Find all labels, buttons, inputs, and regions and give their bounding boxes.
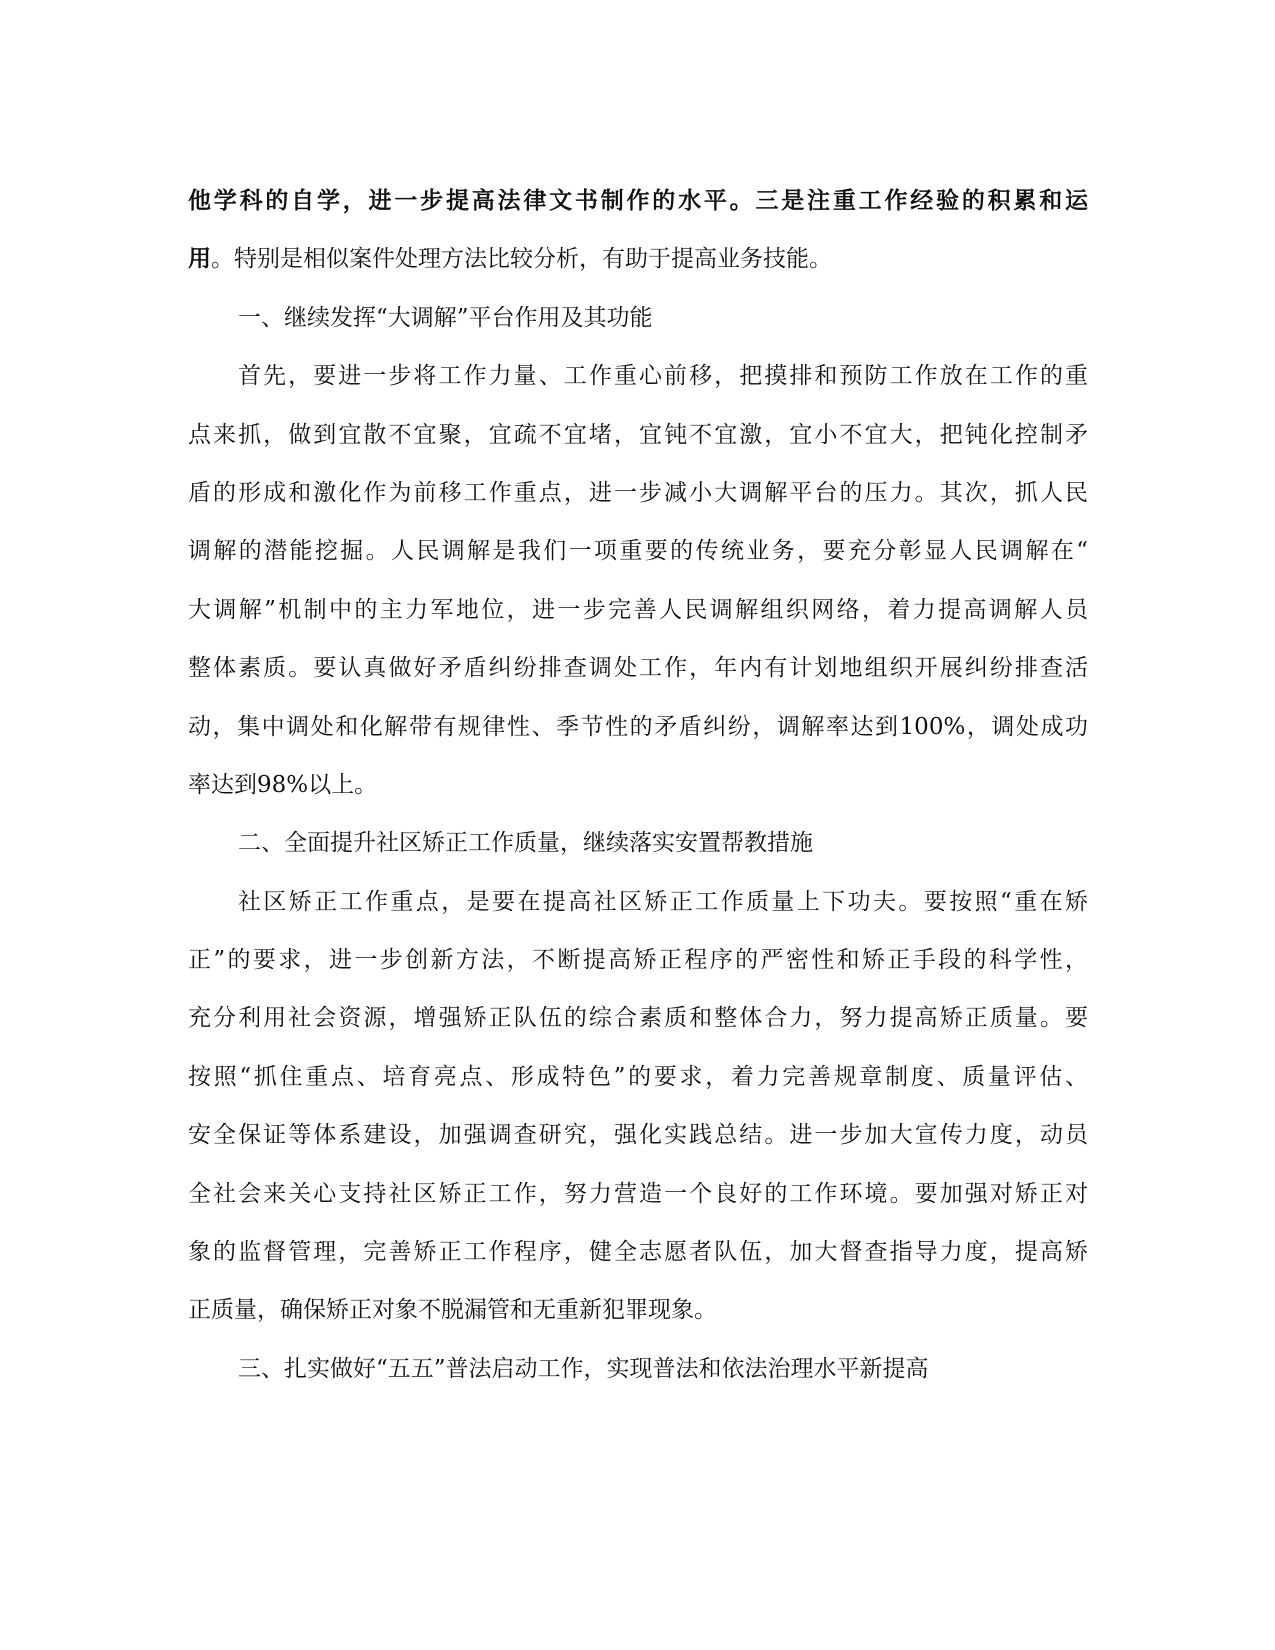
- paragraph-line: 率达到98%以上。: [188, 771, 378, 798]
- section-heading-3: 三、扎实做好“五五”普法启动工作，实现普法和依法治理水平新提高: [238, 1355, 929, 1382]
- paragraph-line: 象的监督管理，完善矫正工作程序，健全志愿者队伍，加大督查指导力度，提高矫: [188, 1239, 1088, 1266]
- paragraph-line: 盾的形成和激化作为前移工作重点，进一步减小大调解平台的压力。其次，抓人民: [188, 479, 1088, 506]
- paragraph-line: 动，集中调处和化解带有规律性、季节性的矛盾纠纷，调解率达到100%，调处成功: [188, 713, 1088, 740]
- continuation-line-1: 他学科的自学，进一步提高法律文书制作的水平。三是注重工作经验的积累和运: [188, 187, 1088, 214]
- document-body: [188, 172, 1088, 1398]
- paragraph-line: 调解的潜能挖掘。人民调解是我们一项重要的传统业务，要充分彰显人民调解在“: [188, 538, 1088, 565]
- paragraph-line: 充分利用社会资源，增强矫正队伍的综合素质和整体合力，努力提高矫正质量。要: [188, 1005, 1088, 1032]
- section-heading-2: 二、全面提升社区矫正工作质量，继续落实安置帮教措施: [238, 830, 813, 857]
- paragraph-line: 安全保证等体系建设，加强调查研究，强化实践总结。进一步加大宣传力度，动员: [188, 1122, 1088, 1149]
- paragraph-line: 大调解”机制中的主力军地位，进一步完善人民调解组织网络，着力提高调解人员: [188, 596, 1088, 623]
- paragraph-line: 点来抓，做到宜散不宜聚，宜疏不宜堵，宜钝不宜激，宜小不宜大，把钝化控制矛: [188, 421, 1088, 448]
- paragraph-line: 整体素质。要认真做好矛盾纠纷排查调处工作，年内有计划地组织开展纠纷排查活: [188, 655, 1088, 682]
- continuation-bold-fragment: 用: [188, 245, 211, 273]
- paragraph-2: [188, 873, 1088, 1340]
- paragraph-1: [188, 347, 1088, 814]
- paragraph-line: 首先，要进一步将工作力量、工作重心前移，把摸排和预防工作放在工作的重: [238, 363, 1088, 390]
- continuation-rest: 。特别是相似案件处理方法比较分析，有助于提高业务技能。: [211, 246, 832, 273]
- continuation-line-2: [188, 230, 1088, 288]
- section-heading-1: 一、继续发挥“大调解”平台作用及其功能: [238, 304, 653, 331]
- paragraph-line: 正质量，确保矫正对象不脱漏管和无重新犯罪现象。: [188, 1297, 717, 1324]
- paragraph-line: 按照“抓住重点、培育亮点、形成特色”的要求，着力完善规章制度、质量评估、: [188, 1063, 1088, 1090]
- paragraph-line: 正”的要求，进一步创新方法，不断提高矫正程序的严密性和矫正手段的科学性，: [188, 947, 1088, 974]
- paragraph-line: 社区矫正工作重点，是要在提高社区矫正工作质量上下功夫。要按照“重在矫: [238, 888, 1088, 915]
- paragraph-line: 全社会来关心支持社区矫正工作，努力营造一个良好的工作环境。要加强对矫正对: [188, 1180, 1088, 1207]
